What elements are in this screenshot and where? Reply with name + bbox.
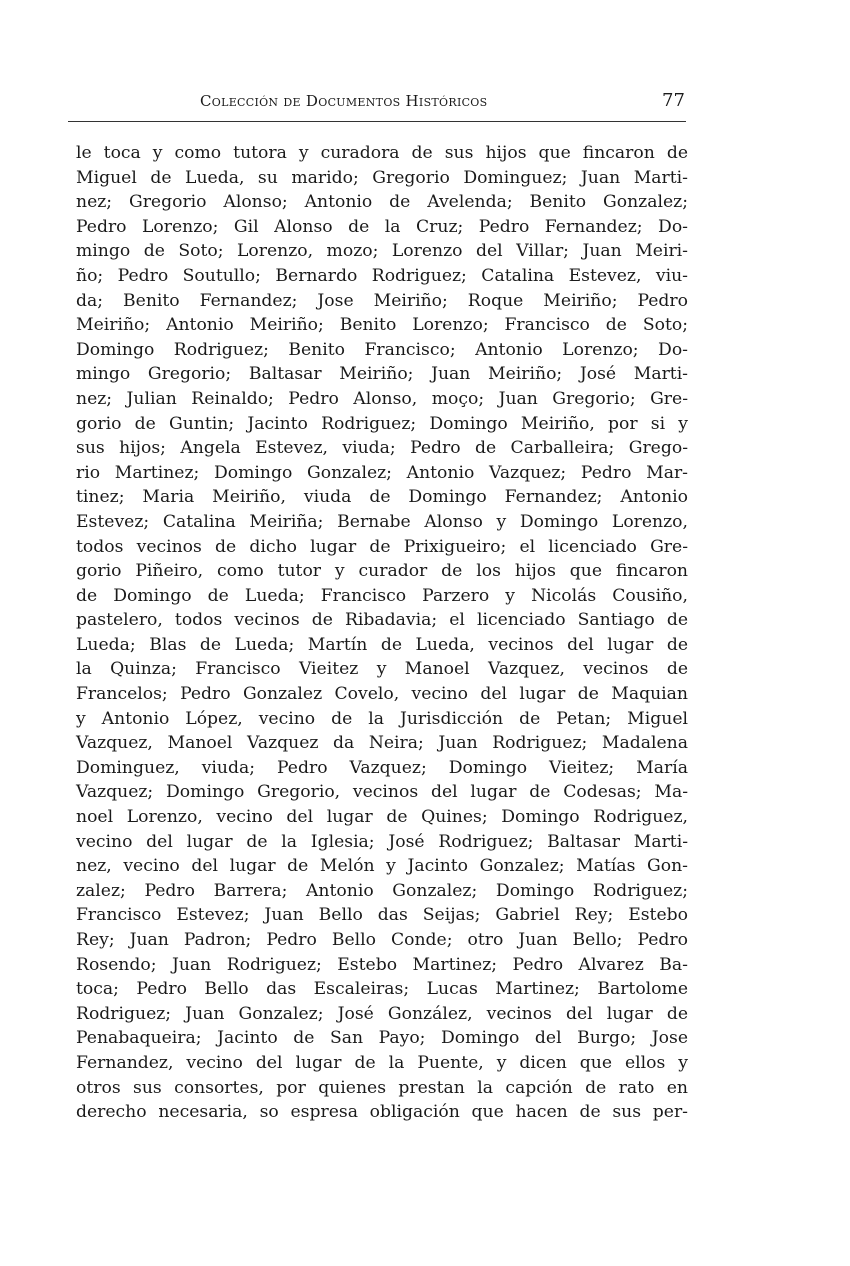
text-line: Estevez; Catalina Meiriña; Bernabe Alonso y Domingo Lorenzo, [76,511,688,532]
text-line: Rosendo; Juan Rodriguez; Estebo Martinez; Pedro Alvarez Ba- [76,954,688,975]
text-line: Vazquez, Manoel Vazquez da Neira; Juan Rodriguez; Madalena [76,733,688,754]
text-line: Rodriguez; Juan Gonzalez; José González, vecinos del lugar de [76,1003,688,1024]
text-line: Vazquez; Domingo Gregorio, vecinos del lugar de Codesas; Ma- [76,782,688,803]
text-line: zalez; Pedro Barrera; Antonio Gonzalez; Domingo Rodriguez; [76,880,688,901]
text-line: Miguel de Lueda, su marido; Gregorio Dominguez; Juan Marti- [76,167,688,188]
text-line: rio Martinez; Domingo Gonzalez; Antonio Vazquez; Pedro Mar- [76,462,688,483]
text-line: Dominguez, viuda; Pedro Vazquez; Domingo Vieitez; María [76,757,688,778]
text-line: todos vecinos de dicho lugar de Prixigueiro; el licenciado Gre- [76,536,688,557]
text-line: mingo de Soto; Lorenzo, mozo; Lorenzo del Villar; Juan Meiri- [76,241,688,262]
text-line: derecho necesaria, so espresa obligación que hacen de sus per- [76,1102,688,1123]
text-line: gorio de Guntin; Jacinto Rodriguez; Domingo Meiriño, por si y [76,413,688,434]
text-line: Meiriño; Antonio Meiriño; Benito Lorenzo; Francisco de Soto; [76,315,688,336]
text-line: Francisco Estevez; Juan Bello das Seijas; Gabriel Rey; Estebo [76,905,688,926]
header-rule [68,121,686,122]
page-number: 77 [662,90,685,111]
text-line: le toca y como tutora y curadora de sus hijos que fincaron de [76,143,688,163]
text-line: toca; Pedro Bello das Escaleiras; Lucas Martinez; Bartolome [76,979,688,1000]
text-line: pastelero, todos vecinos de Ribadavia; el licenciado Santiago de [76,610,688,631]
text-line: gorio Piñeiro, como tutor y curador de los hijos que fincaron [76,561,688,582]
text-line: Rey; Juan Padron; Pedro Bello Conde; otro Juan Bello; Pedro [76,930,688,950]
text-line: nez, vecino del lugar de Melón y Jacinto Gonzalez; Matías Gon- [76,856,688,877]
text-line: nez; Gregorio Alonso; Antonio de Avelenda; Benito Gonzalez; [76,192,688,213]
running-title: Colección de Documentos Históricos [200,92,488,110]
text-line: Fernandez, vecino del lugar de la Puente, y dicen que ellos y [76,1052,688,1073]
text-line: noel Lorenzo, vecino del lugar de Quines; Domingo Rodriguez, [76,807,688,828]
text-line: de Domingo de Lueda; Francisco Parzero y Nicolás Cousiño, [76,585,688,606]
text-line: y Antonio López, vecino de la Jurisdicción de Petan; Miguel [76,708,688,729]
text-line: vecino del lugar de la Iglesia; José Rodriguez; Baltasar Marti- [76,831,688,852]
text-line: Penabaqueira; Jacinto de San Payo; Domingo del Burgo; Jose [76,1028,688,1049]
text-line: Francelos; Pedro Gonzalez Covelo, vecino del lugar de Maquian [76,684,688,705]
text-line: Domingo Rodriguez; Benito Francisco; Antonio Lorenzo; Do- [76,339,688,360]
running-header [0,92,850,116]
text-line: Lueda; Blas de Lueda; Martín de Lueda, vecinos del lugar de [76,634,688,655]
text-line: la Quinza; Francisco Vieitez y Manoel Vazquez, vecinos de [76,659,688,680]
text-line: mingo Gregorio; Baltasar Meiriño; Juan Meiriño; José Marti- [76,364,688,385]
text-line: nez; Julian Reinaldo; Pedro Alonso, moço; Juan Gregorio; Gre- [76,388,688,409]
text-line: ño; Pedro Soutullo; Bernardo Rodriguez; Catalina Estevez, viu- [76,265,688,286]
text-line: Pedro Lorenzo; Gil Alonso de la Cruz; Pedro Fernandez; Do- [76,216,688,237]
text-line: otros sus consortes, por quienes prestan la capción de rato en [76,1077,688,1098]
body-paragraph [76,141,688,1125]
text-line: da; Benito Fernandez; Jose Meiriño; Roque Meiriño; Pedro [76,290,688,311]
text-line: tinez; Maria Meiriño, viuda de Domingo Fernandez; Antonio [76,487,688,508]
text-line: sus hijos; Angela Estevez, viuda; Pedro de Carballeira; Grego- [76,438,688,459]
